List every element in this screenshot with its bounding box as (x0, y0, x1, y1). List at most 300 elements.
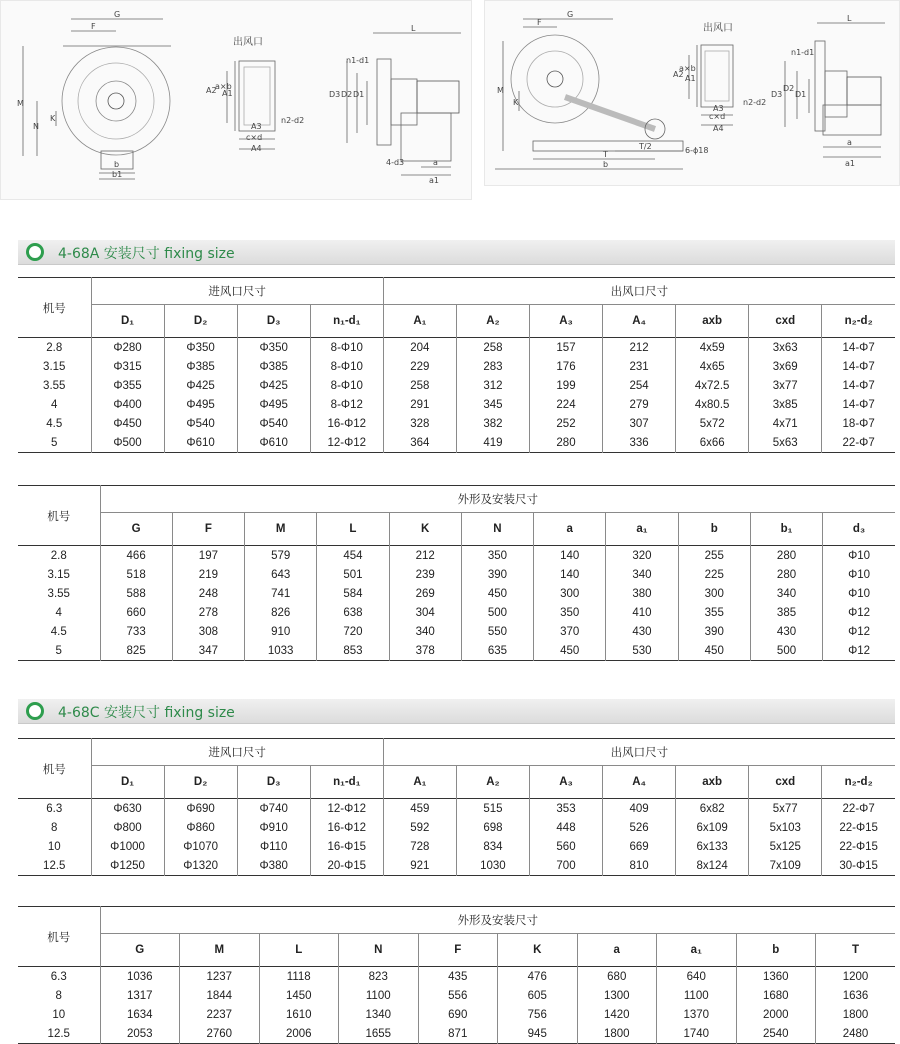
section-title: 4-68C 安装尺寸 fixing size (58, 705, 235, 721)
table-cell: 1033 (245, 641, 317, 661)
side-view (347, 33, 461, 175)
table-cell: 1100 (657, 986, 737, 1005)
table-row (18, 856, 895, 876)
table-cell: Φ1320 (164, 856, 237, 876)
table-cell: Φ610 (164, 433, 237, 453)
dim-label-g: G (567, 10, 574, 19)
column-header: A₃ (529, 766, 602, 799)
table-cell: 280 (750, 565, 822, 584)
table-cell: Φ630 (91, 799, 164, 819)
column-header: n₁-d₁ (310, 305, 383, 338)
table-cell: Φ1070 (164, 837, 237, 856)
table-cell: 8-Φ10 (310, 357, 383, 376)
model-cell: 10 (52, 1008, 66, 1021)
table-row (18, 986, 895, 1005)
table-cell: 140 (534, 546, 606, 566)
column-header: D₂ (164, 766, 237, 799)
model-cell: 8 (51, 821, 58, 834)
table-cell: Φ1000 (91, 837, 164, 856)
column-header: D₂ (164, 305, 237, 338)
column-header: A₁ (383, 766, 456, 799)
table-cell: 340 (750, 584, 822, 603)
table-cell: Φ860 (164, 818, 237, 837)
table-cell: Φ500 (91, 433, 164, 453)
table-cell: 380 (606, 584, 678, 603)
column-header: A₄ (603, 305, 676, 338)
table-cell: Φ690 (164, 799, 237, 819)
table-cell: 14-Φ7 (822, 376, 895, 395)
column-header: G (100, 934, 180, 967)
dim-label-a2: A2 (206, 86, 217, 95)
table-cell: 258 (383, 376, 456, 395)
dim-label-b: b (114, 160, 120, 169)
table-cell: Φ495 (237, 395, 310, 414)
table-cell: 1655 (339, 1024, 419, 1044)
circle-bullet-icon (26, 702, 44, 720)
group-header-outline: 外形及安装尺寸 (100, 907, 895, 934)
table-cell: 579 (245, 546, 317, 566)
table-cell: Φ610 (237, 433, 310, 453)
table-cell: 515 (456, 799, 529, 819)
table-cell: 5x72 (676, 414, 749, 433)
table-cell: 459 (383, 799, 456, 819)
group-header-outline: 外形及安装尺寸 (100, 486, 895, 513)
table-cell: 910 (245, 622, 317, 641)
table-cell: 834 (456, 837, 529, 856)
column-header: K (498, 934, 578, 967)
model-cell: 2.8 (18, 338, 91, 358)
table-cell: 518 (100, 565, 172, 584)
column-header: T (816, 934, 896, 967)
table-cell: Φ400 (91, 395, 164, 414)
table-cell: 1100 (339, 986, 419, 1005)
table-cell: 660 (100, 603, 172, 622)
table-cell: 16-Φ15 (310, 837, 383, 856)
column-header: a₁ (606, 513, 678, 546)
table-cell: 254 (603, 376, 676, 395)
table-cell: 409 (603, 799, 676, 819)
table-cell: Φ425 (164, 376, 237, 395)
dim-label-d2: D2 (341, 90, 353, 99)
table-cell: 336 (603, 433, 676, 453)
table-cell: 733 (100, 622, 172, 641)
table-cell: 921 (383, 856, 456, 876)
table-cell: 2760 (180, 1024, 260, 1044)
model-cell: 3.55 (47, 587, 70, 600)
table-cell: 454 (317, 546, 389, 566)
table-row (18, 546, 895, 566)
table-cell: 853 (317, 641, 389, 661)
table-cell: 823 (339, 967, 419, 987)
table-cell: 2000 (736, 1005, 816, 1024)
table-cell: 720 (317, 622, 389, 641)
table-cell: 448 (529, 818, 602, 837)
table-cell: Φ355 (91, 376, 164, 395)
dim-label-n: N (33, 122, 39, 131)
table-cell: 14-Φ7 (822, 395, 895, 414)
circle-bullet-icon (26, 243, 44, 261)
table-cell: 871 (418, 1024, 498, 1044)
table-cell: 280 (529, 433, 602, 453)
dim-label-a1: a1 (845, 159, 855, 168)
table-row (18, 414, 895, 433)
column-header: A₃ (529, 305, 602, 338)
table-cell: Φ385 (164, 357, 237, 376)
table-cell: 300 (678, 584, 750, 603)
dim-label-cxd: c×d (709, 112, 726, 121)
table-cell: 224 (529, 395, 602, 414)
table-cell: 435 (418, 967, 498, 987)
dim-label-b: b (603, 160, 609, 169)
column-header: axb (676, 766, 749, 799)
table-cell: 680 (577, 967, 657, 987)
table-cell: 700 (529, 856, 602, 876)
table-cell: Φ800 (91, 818, 164, 837)
table-cell: Φ350 (237, 338, 310, 358)
table-cell: Φ425 (237, 376, 310, 395)
table-cell: 4x80.5 (676, 395, 749, 414)
table-row (18, 395, 895, 414)
table-cell: 364 (383, 433, 456, 453)
table-cell: Φ280 (91, 338, 164, 358)
table-cell: 280 (750, 546, 822, 566)
table-cell: 430 (750, 622, 822, 641)
table-cell: 6x109 (676, 818, 749, 837)
model-cell: 4 (55, 606, 62, 619)
section-header-4-68c (18, 699, 895, 724)
column-header: L (259, 934, 339, 967)
table-cell: 4x59 (676, 338, 749, 358)
table-cell: 390 (461, 565, 533, 584)
table-cell: 258 (456, 338, 529, 358)
table-cell: 550 (461, 622, 533, 641)
table-cell: 7x109 (749, 856, 822, 876)
table-row (18, 584, 895, 603)
dim-label-g: G (114, 10, 121, 19)
table-cell: 5x77 (749, 799, 822, 819)
table-cell: 2237 (180, 1005, 260, 1024)
column-header: n₂-d₂ (822, 305, 895, 338)
drawing-panel-4-68c (484, 0, 900, 186)
dim-label-cxd: c×d (246, 133, 263, 142)
table-cell: 204 (383, 338, 456, 358)
dim-label-n1-d1: n1-d1 (791, 48, 815, 57)
table-cell: 16-Φ12 (310, 818, 383, 837)
table-cell: 22-Φ15 (822, 837, 895, 856)
dim-label-d3: D3 (329, 90, 341, 99)
dim-label-f: F (91, 22, 96, 31)
table-cell: 278 (172, 603, 244, 622)
group-header-inlet: 进风口尺寸 (91, 739, 383, 766)
table-cell: 4x65 (676, 357, 749, 376)
table-cell: 1450 (259, 986, 339, 1005)
table-cell: 450 (461, 584, 533, 603)
table-cell: Φ110 (237, 837, 310, 856)
table-cell: 219 (172, 565, 244, 584)
table-cell: 1800 (577, 1024, 657, 1044)
table-row (18, 967, 895, 987)
dim-label-k: K (513, 98, 519, 107)
dim-label-d1: D1 (795, 90, 807, 99)
table-cell: 14-Φ7 (822, 338, 895, 358)
table-cell: 312 (456, 376, 529, 395)
column-header: b (678, 513, 750, 546)
dim-label-d3: D3 (771, 90, 783, 99)
table-cell: 1610 (259, 1005, 339, 1024)
table-cell: 308 (172, 622, 244, 641)
table-cell: 945 (498, 1024, 578, 1044)
table-cell: 22-Φ15 (822, 818, 895, 837)
table-cell: 635 (461, 641, 533, 661)
table-cell: Φ12 (823, 622, 895, 641)
table-cell: Φ450 (91, 414, 164, 433)
table-cell: 588 (100, 584, 172, 603)
table-cell: 430 (606, 622, 678, 641)
dim-label-a3: A3 (251, 122, 262, 131)
table-cell: 728 (383, 837, 456, 856)
table-cell: 1317 (100, 986, 180, 1005)
table-cell: 320 (606, 546, 678, 566)
table-cell: 350 (461, 546, 533, 566)
table-cell: 825 (100, 641, 172, 661)
table-cell: 8-Φ10 (310, 376, 383, 395)
table-cell: 556 (418, 986, 498, 1005)
header-row (18, 305, 895, 338)
section-title: 4-68A 安装尺寸 fixing size (58, 246, 235, 262)
table-cell: 231 (603, 357, 676, 376)
table-row (18, 818, 895, 837)
header-row (18, 766, 895, 799)
column-header: N (339, 934, 419, 967)
table-cell: 8-Φ10 (310, 338, 383, 358)
table-cell: 199 (529, 376, 602, 395)
table-cell: 1237 (180, 967, 260, 987)
table-4-68c-inlet-outlet (18, 738, 895, 876)
dim-label-6-phi18: 6-ϕ18 (685, 146, 709, 155)
table-cell: Φ380 (237, 856, 310, 876)
table-cell: 826 (245, 603, 317, 622)
table-cell: 18-Φ7 (822, 414, 895, 433)
table-cell: 500 (461, 603, 533, 622)
table-cell: 340 (389, 622, 461, 641)
table-cell: 1300 (577, 986, 657, 1005)
table-cell: 1740 (657, 1024, 737, 1044)
column-header: a (534, 513, 606, 546)
table-cell: 4x72.5 (676, 376, 749, 395)
table-cell: Φ10 (823, 565, 895, 584)
outlet-title: 出风口 (703, 23, 733, 34)
table-cell: 307 (603, 414, 676, 433)
table-cell: 1636 (816, 986, 896, 1005)
table-cell: 350 (534, 603, 606, 622)
table-cell: 279 (603, 395, 676, 414)
column-header-model: 机号 (47, 510, 71, 523)
table-cell: 291 (383, 395, 456, 414)
table-row (18, 1024, 895, 1044)
table-cell: 690 (418, 1005, 498, 1024)
table-cell: 5x63 (749, 433, 822, 453)
table-cell: 197 (172, 546, 244, 566)
table-row (18, 376, 895, 395)
table-cell: 1800 (816, 1005, 896, 1024)
table-cell: 6x66 (676, 433, 749, 453)
table-cell: 6x133 (676, 837, 749, 856)
column-header: M (245, 513, 317, 546)
table-cell: 16-Φ12 (310, 414, 383, 433)
column-header: n₁-d₁ (310, 766, 383, 799)
table-cell: 450 (678, 641, 750, 661)
table-cell: 248 (172, 584, 244, 603)
dim-label-m: M (497, 86, 504, 95)
table-cell: 756 (498, 1005, 578, 1024)
table-cell: Φ315 (91, 357, 164, 376)
model-cell: 4 (51, 398, 58, 411)
table-cell: 1844 (180, 986, 260, 1005)
dim-label-a4: A4 (713, 124, 724, 133)
table-cell: 212 (389, 546, 461, 566)
table-cell: 12-Φ12 (310, 433, 383, 453)
table-cell: 741 (245, 584, 317, 603)
table-cell: 1030 (456, 856, 529, 876)
dim-label-d1: D1 (353, 90, 365, 99)
table-row (18, 837, 895, 856)
table-cell: 22-Φ7 (822, 799, 895, 819)
table-cell: 347 (172, 641, 244, 661)
table-cell: 4x71 (749, 414, 822, 433)
dim-label-axb: a×b (679, 64, 696, 73)
table-cell: 1634 (100, 1005, 180, 1024)
column-header: L (317, 513, 389, 546)
group-header-outlet: 出风口尺寸 (383, 278, 895, 305)
model-cell: 6.3 (18, 799, 91, 819)
table-cell: 1680 (736, 986, 816, 1005)
table-cell: 410 (606, 603, 678, 622)
model-cell: 6.3 (18, 967, 100, 987)
drawing-panel-4-68a (0, 0, 472, 200)
dim-label-a: a (847, 138, 852, 147)
table-cell: 20-Φ15 (310, 856, 383, 876)
table-cell: 3x85 (749, 395, 822, 414)
table-cell: 345 (456, 395, 529, 414)
column-header: cxd (749, 766, 822, 799)
table-cell: 592 (383, 818, 456, 837)
column-header: M (180, 934, 260, 967)
table-cell: 212 (603, 338, 676, 358)
column-header: d₃ (823, 513, 895, 546)
model-cell: 4.5 (50, 625, 67, 638)
table-4-68a-outline (18, 485, 895, 661)
column-header: G (100, 513, 172, 546)
column-header: D₃ (237, 305, 310, 338)
column-header: F (172, 513, 244, 546)
table-cell: 140 (534, 565, 606, 584)
model-cell: 10 (47, 840, 61, 853)
table-cell: 229 (383, 357, 456, 376)
table-cell: 466 (100, 546, 172, 566)
column-header: b₁ (750, 513, 822, 546)
column-header: b (736, 934, 816, 967)
table-cell: 698 (456, 818, 529, 837)
column-header: A₁ (383, 305, 456, 338)
section-header-4-68a (18, 240, 895, 265)
table-cell: 304 (389, 603, 461, 622)
dim-label-n2-d2: n2-d2 (743, 98, 767, 107)
table-cell: Φ540 (164, 414, 237, 433)
table-4-68c-outline (18, 906, 895, 1044)
dim-label-f: F (537, 18, 542, 27)
dim-label-4-d3: 4-d3 (386, 158, 405, 167)
dim-label-n1-d1: n1-d1 (346, 56, 370, 65)
table-cell: 328 (383, 414, 456, 433)
table-cell: 1370 (657, 1005, 737, 1024)
table-row (18, 799, 895, 819)
table-cell: Φ740 (237, 799, 310, 819)
table-cell: 2006 (259, 1024, 339, 1044)
drawing-4-68a (1, 1, 471, 199)
column-header-model: 机号 (42, 302, 66, 315)
table-cell: 1036 (100, 967, 180, 987)
dim-label-axb: a×b (215, 82, 232, 91)
table-cell: 255 (678, 546, 750, 566)
table-cell: 385 (750, 603, 822, 622)
technical-drawings (0, 0, 900, 200)
header-row (18, 934, 895, 967)
column-header-model: 机号 (47, 931, 71, 944)
dim-label-b1: b1 (112, 170, 123, 179)
table-cell: 810 (603, 856, 676, 876)
table-cell: 3x77 (749, 376, 822, 395)
model-cell: 4.5 (46, 417, 63, 430)
table-cell: 669 (603, 837, 676, 856)
table-row (18, 641, 895, 661)
model-cell: 8 (55, 989, 62, 1002)
table-row (18, 603, 895, 622)
table-cell: Φ385 (237, 357, 310, 376)
dim-label-n2-d2: n2-d2 (281, 116, 305, 125)
dim-label-a: a (433, 158, 438, 167)
table-cell: 300 (534, 584, 606, 603)
table-cell: Φ1250 (91, 856, 164, 876)
table-cell: 1200 (816, 967, 896, 987)
table-cell: 269 (389, 584, 461, 603)
column-header: F (418, 934, 498, 967)
table-cell: 340 (606, 565, 678, 584)
table-cell: 1420 (577, 1005, 657, 1024)
table-cell: Φ910 (237, 818, 310, 837)
model-cell: 3.15 (43, 360, 66, 373)
dim-label-t-half: T/2 (639, 142, 652, 151)
dim-label-a2: A2 (673, 70, 684, 79)
table-cell: 638 (317, 603, 389, 622)
table-cell: 3x69 (749, 357, 822, 376)
table-row (18, 433, 895, 453)
table-cell: 390 (678, 622, 750, 641)
column-header: a (577, 934, 657, 967)
table-cell: 526 (603, 818, 676, 837)
model-cell: 5 (55, 644, 62, 657)
table-cell: 1340 (339, 1005, 419, 1024)
table-cell: 2480 (816, 1024, 896, 1044)
table-cell: 5x125 (749, 837, 822, 856)
table-cell: Φ350 (164, 338, 237, 358)
column-header: D₁ (91, 305, 164, 338)
group-header-outlet: 出风口尺寸 (383, 739, 895, 766)
table-cell: Φ10 (823, 584, 895, 603)
dim-label-k: K (50, 114, 56, 123)
table-cell: 2053 (100, 1024, 180, 1044)
table-cell: 1360 (736, 967, 816, 987)
column-header: a₁ (657, 934, 737, 967)
